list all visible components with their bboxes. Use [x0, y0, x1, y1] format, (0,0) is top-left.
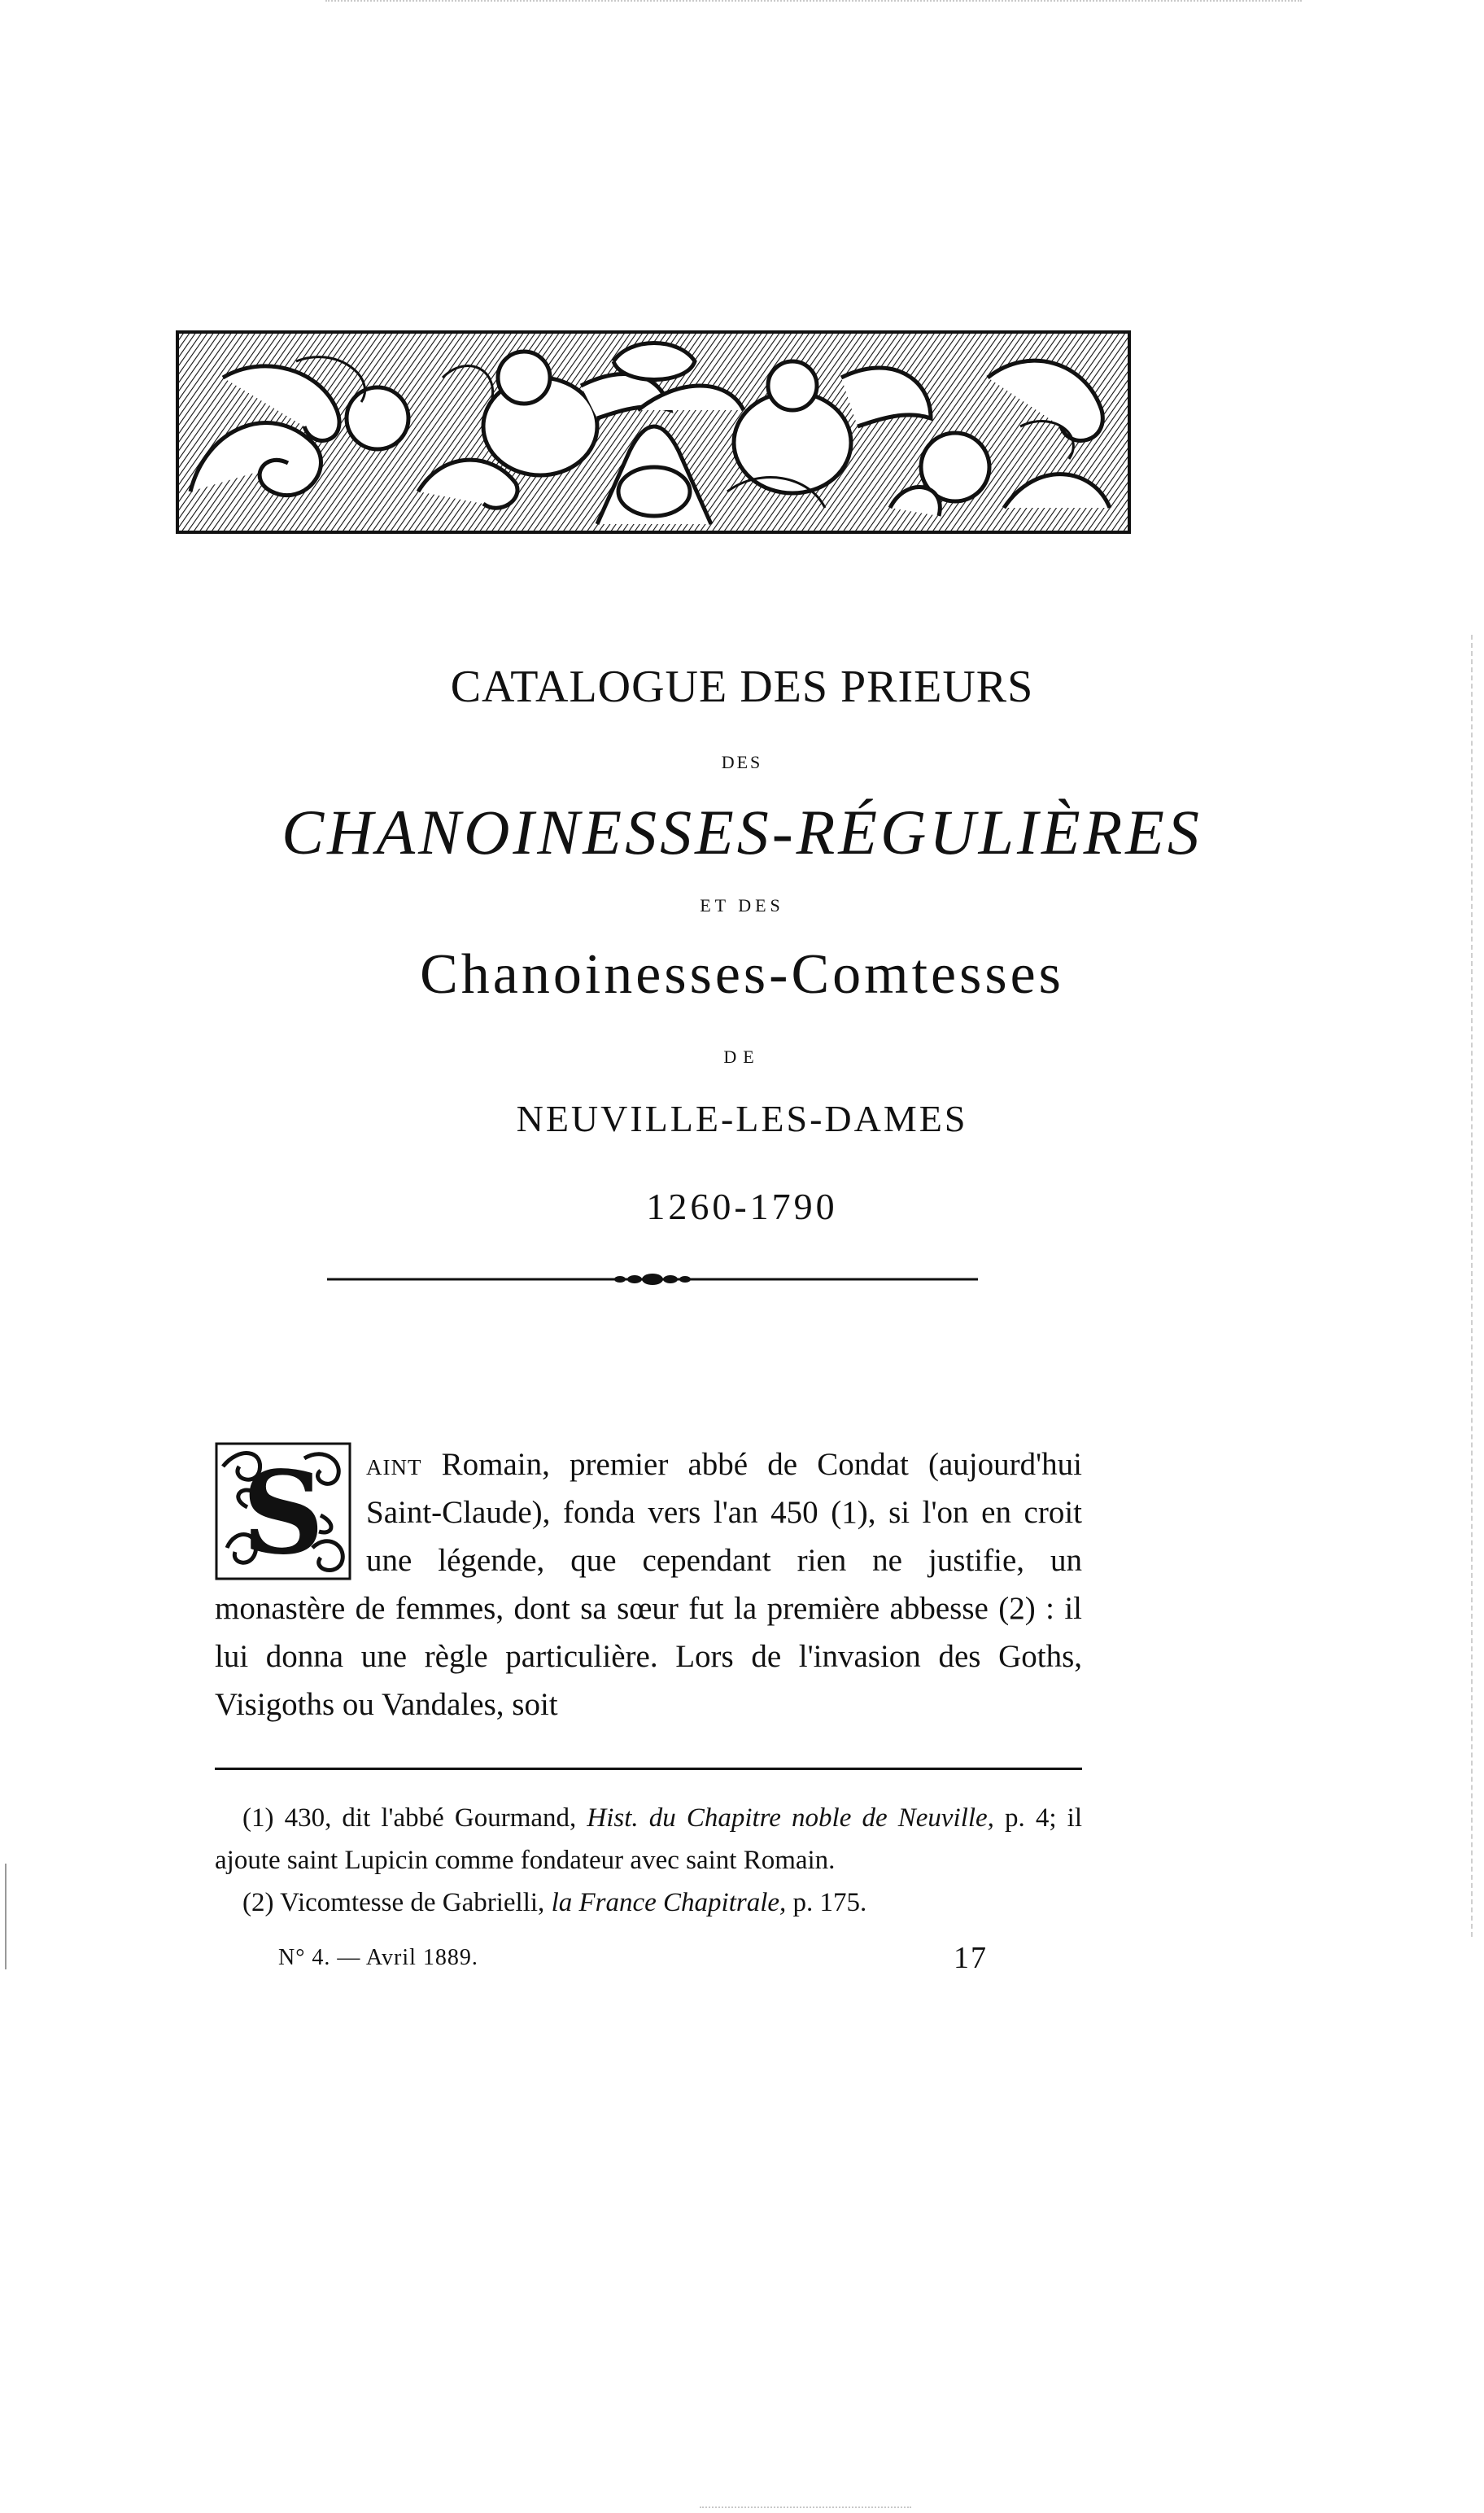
title-et-des: ET DES — [700, 895, 784, 916]
title-chanoinesses-regulieres: CHANOINESSES-RÉGULIÈRES — [282, 797, 1202, 868]
footnote-1 — [215, 1797, 1082, 1881]
title-neuville-les-dames: NEUVILLE-LES-DAMES — [516, 1098, 968, 1139]
scan-edge-top — [325, 0, 1302, 3]
footnote-1-text-cont: p. 4; il ajoute saint Lupicin comme fondateur avec saint Romain. — [215, 1803, 1082, 1875]
title-dates: 1260-1790 — [646, 1186, 838, 1227]
title-des: DES — [721, 752, 763, 772]
issue-info: N° 4. — Avril 1889. — [278, 1945, 478, 1970]
footnote-rule — [215, 1768, 1082, 1770]
body-paragraph — [215, 1440, 1082, 1729]
scan-edge-left — [5, 1864, 7, 1969]
lead-small-caps: aint — [366, 1447, 422, 1482]
footnotes — [215, 1797, 1082, 1924]
footnote-2-italic: la France Chapitrale, — [551, 1888, 787, 1917]
scan-edge-bottom — [700, 2506, 911, 2510]
footnote-2 — [215, 1881, 1082, 1924]
title-chanoinesses-comtesses: Chanoinesses-Comtesses — [420, 943, 1064, 1006]
fleuron-rule — [327, 1270, 978, 1289]
drop-cap-letter: S — [242, 1447, 325, 1580]
title-de: DE — [723, 1047, 761, 1067]
footnote-2-text-cont: p. 175. — [786, 1888, 867, 1917]
paragraph-text: Romain, premier abbé de Condat (aujourd'hui Saint-Claude), fonda vers l'an 450 (1), si l'on en croit une légende, que cependant rien ne justifie, un monastère de femmes, dont sa sœur fut la première abbesse (2) : il lui donna une règle particulière. Lors de l'invasion des Goths, Visigoths ou Vandales, soit — [215, 1447, 1082, 1722]
headpiece-ornament — [174, 329, 1133, 535]
footnote-1-italic: Hist. du Chapitre noble de Neuville, — [587, 1803, 994, 1833]
drop-cap-ornament — [215, 1442, 351, 1580]
footnote-1-text: (1) 430, dit l'abbé Gourmand, — [242, 1803, 587, 1833]
title-catalogue: CATALOGUE DES PRIEURS — [450, 662, 1034, 712]
footnote-2-text: (2) Vicomtesse de Gabrielli, — [242, 1888, 552, 1917]
page-number: 17 — [954, 1941, 988, 1975]
